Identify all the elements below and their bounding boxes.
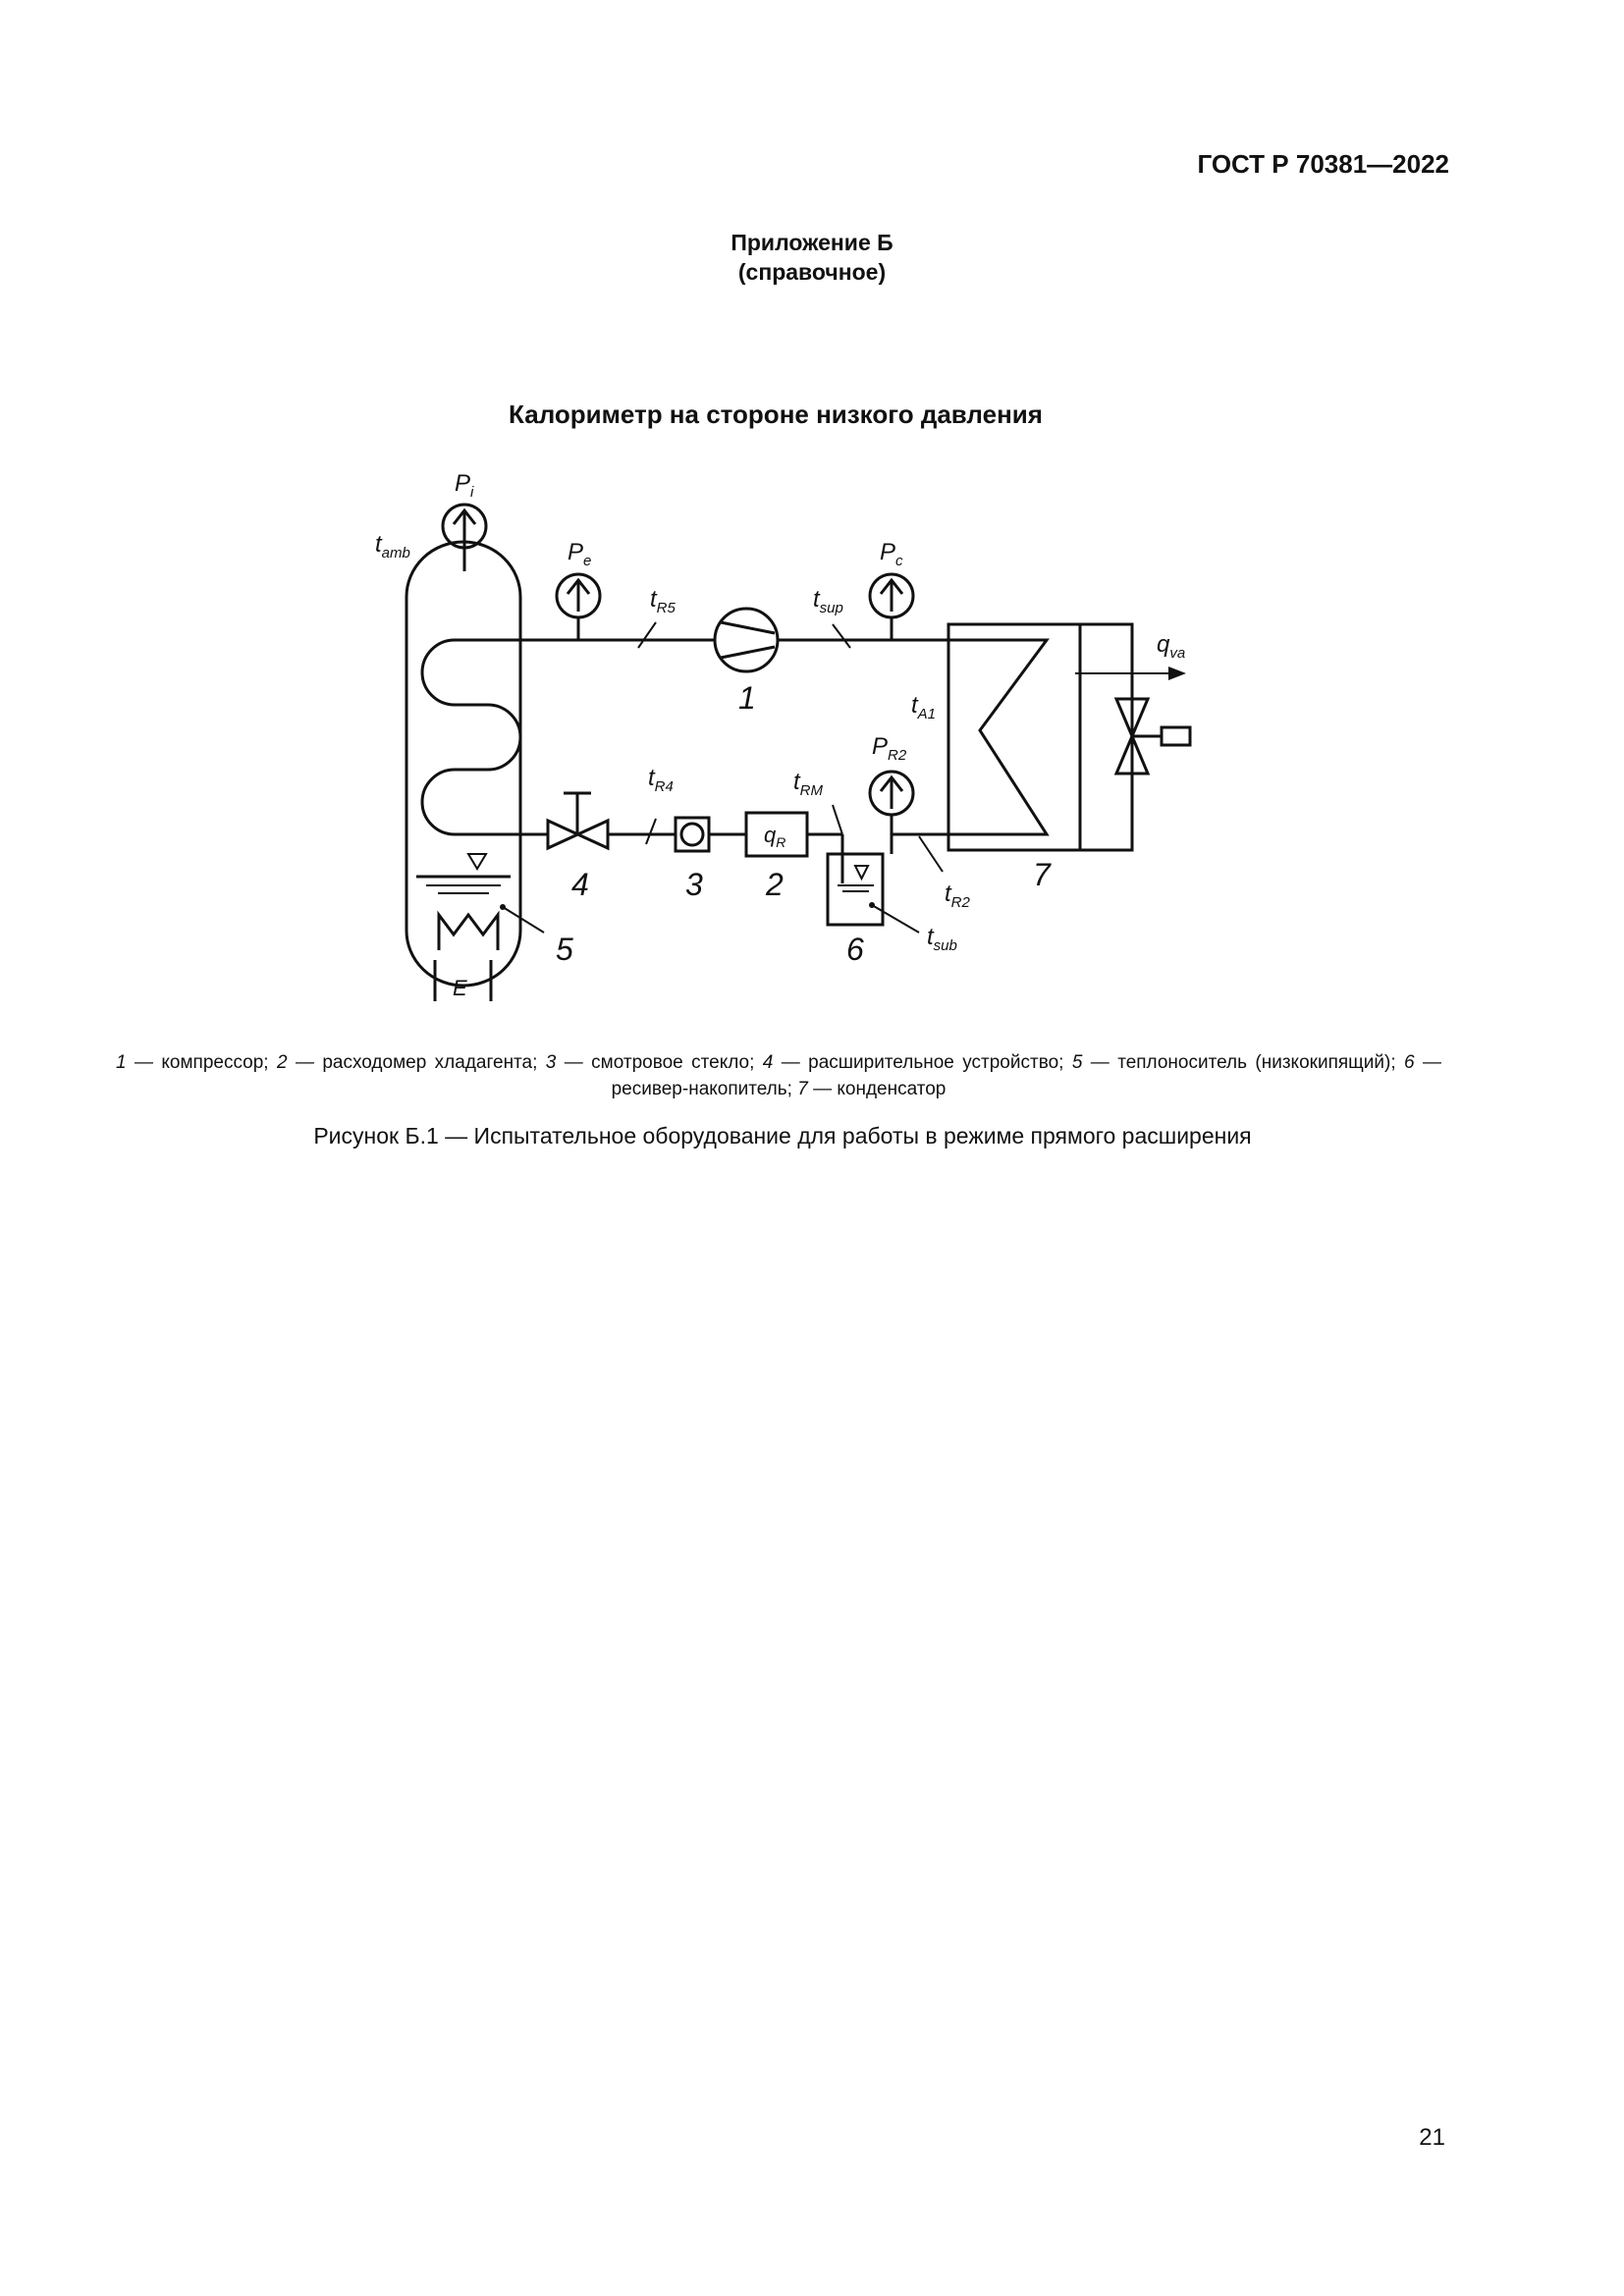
legend-item-4: 4 — расширительное устройство; — [762, 1052, 1072, 1073]
number-4: 4 — [571, 867, 589, 902]
legend-item-6: 6 — ресивер-накопитель; — [611, 1052, 1441, 1099]
figure-caption: Рисунок Б.1 — Испытательное оборудование для работы в режиме прямого расширения — [313, 1123, 1252, 1148]
standard-number: ГОСТ Р 70381—2022 — [1197, 149, 1449, 179]
label-pc: $P_c$ — [880, 539, 903, 569]
compressor — [715, 609, 778, 671]
number-6: 6 — [846, 932, 864, 967]
label-qva: $q_{va}$ — [1157, 631, 1186, 662]
label-ta1: $t_{A1}$ — [911, 692, 937, 722]
figure-heading: Калориметр на стороне низкого давления — [509, 400, 1043, 429]
label-qr: $q_R$ — [764, 823, 786, 850]
pressure-gauge-pc — [870, 574, 913, 640]
pressure-gauge-pi — [443, 505, 486, 548]
annex-name: Приложение Б — [731, 230, 893, 255]
label-tr4: $t_{R4}$ — [648, 765, 674, 795]
number-2: 2 — [766, 867, 784, 902]
tr2-leader — [919, 836, 943, 872]
calorimeter-diagram — [0, 0, 1624, 1041]
label-trm: $t_{RM}$ — [793, 769, 823, 799]
label-pr2: $P_{R2}$ — [872, 733, 907, 764]
annex-type: (справочное) — [737, 259, 887, 285]
tr4-leader — [646, 819, 656, 844]
tsup-leader — [833, 624, 850, 648]
pressure-gauge-pr2 — [870, 772, 913, 834]
number-7: 7 — [1033, 857, 1051, 892]
legend-item-2: 2 — расходомер хладагента; — [276, 1052, 546, 1073]
label-tsup: $t_{sup}$ — [813, 586, 843, 616]
number-3: 3 — [685, 867, 703, 902]
trm-leader — [833, 805, 842, 834]
label-tr2: $t_{R2}$ — [945, 881, 970, 911]
label-pe: $P_e$ — [568, 539, 592, 569]
legend-item-5: 5 — теплоноситель (низкокипящий); — [1071, 1052, 1405, 1073]
sight-glass — [676, 818, 709, 851]
tr5-leader — [638, 622, 656, 648]
page-number: 21 — [1419, 2124, 1445, 2151]
expansion-valve — [548, 793, 608, 848]
label-tsub: $t_{sub}$ — [927, 924, 957, 954]
legend-item-1: 1 — компрессор; — [116, 1052, 277, 1073]
number-1: 1 — [738, 680, 756, 716]
legend-item-7: 7 — конденсатор — [797, 1079, 947, 1099]
condenser — [948, 624, 1190, 850]
pressure-gauge-pe — [557, 574, 600, 640]
figure-legend — [116, 1049, 1441, 1102]
calorimeter-vessel — [406, 542, 544, 1001]
number-5: 5 — [556, 932, 573, 967]
label-tr5: $t_{R5}$ — [650, 586, 676, 616]
label-e: E — [453, 976, 467, 1000]
legend-item-3: 3 — смотровое стекло; — [545, 1052, 763, 1073]
label-pi: $P_i$ — [455, 470, 474, 501]
label-tamb: $t_{amb}$ — [375, 531, 410, 561]
